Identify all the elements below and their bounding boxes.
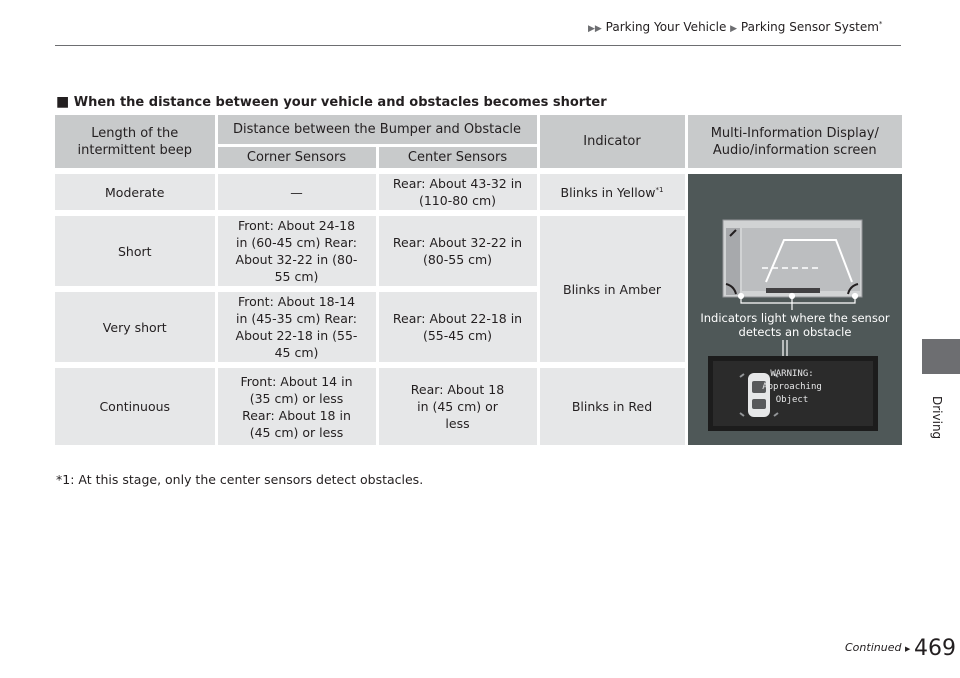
header-beep: Length of the intermittent beep [55, 115, 216, 171]
triangle-right-icon: ▶▶ [588, 24, 602, 34]
warning-text: WARNING: Approaching Object [762, 369, 822, 405]
cell-corner: — [216, 171, 377, 213]
header-indicator: Indicator [538, 115, 686, 171]
cell-corner: Front: About 24-18 in (60-45 cm) Rear: About 32-22 in (80-55 cm) [216, 213, 377, 289]
cell-indicator-amber: Blinks in Amber [538, 213, 686, 365]
continued-text: Continued [845, 641, 902, 654]
continued-label [845, 641, 910, 654]
cell-beep: Short [55, 213, 216, 289]
header-corner-sensors: Corner Sensors [216, 145, 377, 171]
page-number: 469 [914, 636, 956, 661]
header-display: Multi-Information Display/ Audio/information screen [686, 115, 902, 171]
indicator-text: Blinks in Yellow [560, 185, 656, 201]
breadcrumb-footnote-mark: * [878, 20, 883, 28]
section-tab [922, 339, 960, 374]
cell-center: Rear: About 43-32 in (110-80 cm) [377, 171, 538, 213]
cell-corner: Front: About 14 in (35 cm) or less Rear: About 18 in (45 cm) or less [216, 365, 377, 445]
rear-camera-screen [723, 220, 862, 297]
triangle-right-icon: ▶ [730, 24, 738, 34]
indicator-callout-label: Indicators light where the sensor detects an obstacle [700, 311, 890, 339]
indicator-footnote-mark: *1 [655, 186, 664, 195]
cell-indicator: Blinks in Red [538, 365, 686, 445]
cell-corner: Front: About 18-14 in (45-35 cm) Rear: About 22-18 in (55-45 cm) [216, 289, 377, 365]
cell-beep: Continuous [55, 365, 216, 445]
cell-center: Rear: About 32-22 in (80-55 cm) [377, 213, 538, 289]
cell-beep: Moderate [55, 171, 216, 213]
header-center-sensors: Center Sensors [377, 145, 538, 171]
breadcrumb-item: Parking Your Vehicle [605, 20, 727, 34]
cell-center: Rear: About 22-18 in (55-45 cm) [377, 289, 538, 365]
footnote: *1: At this stage, only the center sensors detect obstacles. [56, 472, 424, 487]
side-tab-label-wrap [926, 396, 946, 456]
breadcrumb-item: Parking Sensor System [740, 20, 879, 34]
cell-center: Rear: About 18 in (45 cm) or less [377, 365, 538, 445]
square-bullet-icon: ■ [56, 94, 70, 110]
triangle-right-icon: ▶ [904, 645, 911, 653]
section-title: When the distance between your vehicle and obstacles becomes shorter [73, 95, 607, 110]
cell-beep: Very short [55, 289, 216, 365]
header-distance: Distance between the Bumper and Obstacle [216, 115, 538, 145]
side-tab-label: Driving [930, 396, 944, 440]
